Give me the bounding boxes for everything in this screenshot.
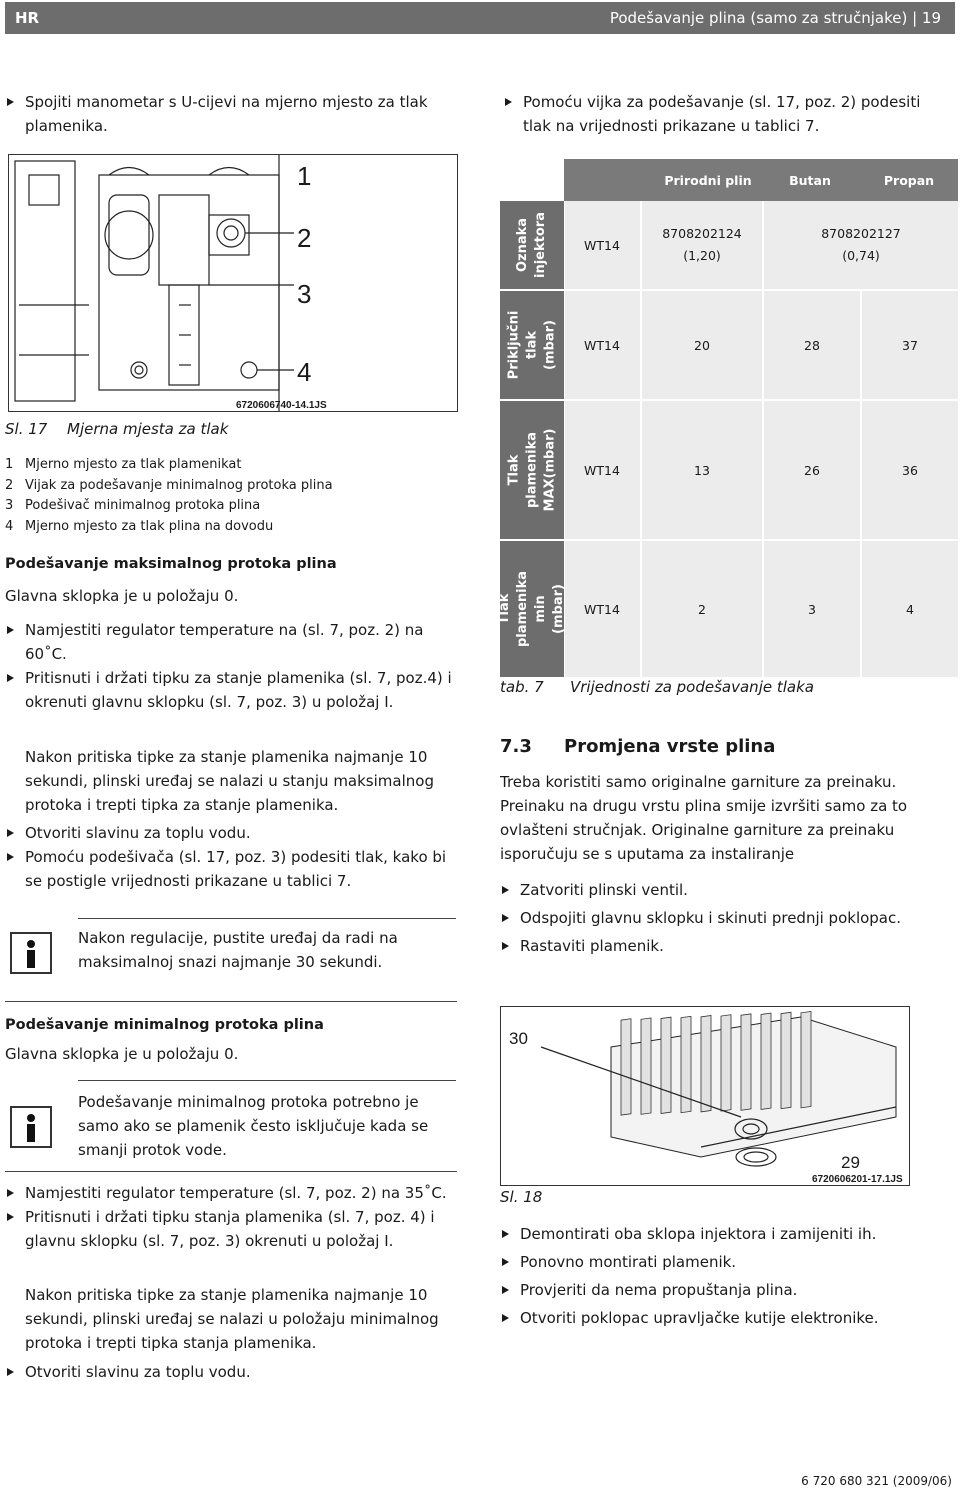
- cell-supply-propan: 37: [902, 337, 918, 353]
- right-top-bullets: [503, 90, 953, 138]
- max-section-para: Nakon pritiska tipke za stanje plamenika najmanje 10 sekundi, plinski uređaj se nalazi u stanju maksimalnog protoka i trepti tipka za stanje plamenika.: [25, 748, 434, 814]
- left-top-bullets: [5, 90, 465, 138]
- row-label-supply-pressure: Priključni tlak (mbar): [506, 310, 557, 380]
- callout-30: 30: [509, 1029, 528, 1048]
- table-7: [497, 159, 958, 677]
- cell-model: WT14: [584, 601, 620, 617]
- row-label-max-pressure: Tlak plamenika MAX(mbar): [506, 428, 557, 512]
- page-header: [5, 2, 955, 34]
- figure-17-code: 6720606740-14.1JS: [236, 400, 327, 411]
- max-section-note: Nakon regulacije, pustite uređaj da radi na maksimalnoj snazi najmanje 30 sekundi.: [78, 929, 398, 971]
- section-7-3-bullets: [500, 878, 955, 958]
- callout-4: 4: [297, 357, 312, 387]
- section-7-3-para: Treba koristiti samo originalne garniture za preinaku. Preinaku na drugu vrstu plina smije izvršiti samo za to ovlašteni stručnjak. Originalne garniture za preinaku isporučuju se s uputama za instaliranje: [500, 773, 908, 863]
- cell-max-butan: 26: [804, 462, 820, 478]
- bullet-adjust-screw: Pomoću vijka za podešavanje (sl. 17, poz. 2) podesiti tlak na vrijednosti prikazane u tablici 7.: [503, 90, 953, 138]
- cell-injector-lpg: 8708202127 (0,74): [821, 226, 901, 263]
- note-divider-bottom: [5, 1001, 457, 1002]
- callout-29: 29: [841, 1153, 860, 1172]
- bullet-close-valve: Zatvoriti plinski ventil.: [500, 878, 955, 902]
- bullet-min-open-tap: Otvoriti slavinu za toplu vodu.: [5, 1360, 461, 1384]
- bullet-max-temp: Namjestiti regulator temperature na (sl. 7, poz. 2) na 60˚C.: [5, 618, 457, 666]
- figure-18-caption: Sl. 18: [500, 1188, 543, 1206]
- figure-18-code: 6720606201-17.1JS: [812, 1174, 903, 1185]
- info-icon: [10, 1106, 52, 1148]
- footer-doc-number: 6 720 680 321 (2009/06): [801, 1474, 952, 1488]
- legend-item: 1 Mjerno mjesto za tlak plamenikat: [5, 457, 242, 472]
- note-divider-bottom: [5, 1171, 457, 1172]
- figure-17: [8, 154, 458, 412]
- bullet-reassemble-burner: Ponovno montirati plamenik.: [500, 1250, 955, 1274]
- max-section-intro: Glavna sklopka je u položaju 0.: [5, 587, 239, 605]
- cell-min-butan: 3: [808, 601, 816, 617]
- cell-model: WT14: [584, 462, 620, 478]
- cell-model: WT14: [584, 237, 620, 253]
- cell-model: WT14: [584, 337, 620, 353]
- max-section-bullets: [5, 618, 457, 714]
- cell-min-propan: 4: [906, 601, 914, 617]
- min-section-note: Podešavanje minimalnog protoka potrebno je samo ako se plamenik često isključuje kada se smanji protok vode.: [78, 1093, 429, 1159]
- caption-number: Sl. 17: [5, 420, 48, 438]
- legend-item: 4 Mjerno mjesto za tlak plina na dovodu: [5, 518, 274, 534]
- cell-max-propan: 36: [902, 462, 918, 478]
- table-caption-number: tab. 7: [500, 678, 544, 696]
- bullet-open-cover: Otvoriti poklopac upravljačke kutije elektronike.: [500, 1306, 955, 1330]
- min-section-heading: Podešavanje minimalnog protoka plina: [5, 1017, 324, 1033]
- section-number: 7.3: [500, 736, 532, 757]
- callout-1: 1: [297, 161, 312, 191]
- min-section-bullets-2: [5, 1360, 461, 1384]
- bullet-open-tap: Otvoriti slavinu za toplu vodu.: [5, 821, 461, 845]
- bullet-min-temp: Namjestiti regulator temperature (sl. 7, poz. 2) na 35˚C.: [5, 1181, 461, 1205]
- gas-valve-drawing: [9, 155, 457, 411]
- note-divider-top: [78, 918, 456, 919]
- caption-text: Mjerna mjesta za tlak: [67, 420, 229, 438]
- figure-17-legend: [5, 455, 465, 537]
- cell-min-natural: 2: [698, 601, 706, 617]
- section-title: Promjena vrste plina: [564, 736, 776, 757]
- bullet-max-button: Pritisnuti i držati tipku za stanje plamenika (sl. 7, poz.4) i okrenuti glavnu sklopku (sl. 7, poz. 3) u položaj I.: [5, 666, 457, 714]
- bullet-check-leaks: Provjeriti da nema propuštanja plina.: [500, 1278, 955, 1302]
- bullet-min-button: Pritisnuti i držati tipku stanja plamenika (sl. 7, poz. 4) i glavnu sklopku (sl. 7, poz. 3) okrenuti u položaj I.: [5, 1205, 461, 1253]
- legend-item: 2 Vijak za podešavanje minimalnog protoka plina: [5, 477, 333, 493]
- cell-supply-natural: 20: [694, 337, 710, 353]
- bullet-dismantle: Rastaviti plamenik.: [500, 934, 955, 958]
- bullet-disconnect: Odspojiti glavnu sklopku i skinuti prednji poklopac.: [500, 906, 955, 930]
- row-label-injector: Oznaka injektora: [515, 212, 548, 278]
- min-section-para: Nakon pritiska tipke za stanje plamenika najmanje 10 sekundi, plinski uređaj se nalazi u položaju minimalnog protoka i trepti tipka stanja plamenika.: [25, 1286, 439, 1352]
- cell-injector-natural: 8708202124 (1,20): [662, 226, 742, 263]
- cell-max-natural: 13: [694, 462, 710, 478]
- table-caption-text: Vrijednosti za podešavanje tlaka: [570, 678, 814, 696]
- final-bullets: [500, 1222, 955, 1330]
- language-code: HR: [15, 9, 40, 27]
- figure-18: [500, 1006, 910, 1186]
- min-section-intro: Glavna sklopka je u položaju 0.: [5, 1045, 239, 1063]
- section-7-3-heading: [500, 736, 775, 757]
- row-label-min-pressure: Tlak plamenika min (mbar): [497, 570, 567, 648]
- bullet-remove-injectors: Demontirati oba sklopa injektora i zamijeniti ih.: [500, 1222, 955, 1246]
- cell-supply-butan: 28: [804, 337, 820, 353]
- callout-2: 2: [297, 223, 312, 253]
- callout-3: 3: [297, 279, 312, 309]
- info-icon: [10, 932, 52, 974]
- col-natural-gas: Prirodni plin: [664, 172, 752, 188]
- legend-item: 3 Podešivač minimalnog protoka plina: [5, 498, 261, 513]
- bullet-set-pressure: Pomoću podešivača (sl. 17, poz. 3) podesiti tlak, kako bi se postigle vrijednosti prikazane u tablici 7.: [5, 845, 461, 893]
- table-7-caption: [500, 678, 814, 696]
- bullet-connect-manometer: Spojiti manometar s U-cijevi na mjerno mjesto za tlak plamenika.: [5, 90, 465, 138]
- max-section-bullets-2: [5, 821, 461, 893]
- min-section-bullets: [5, 1181, 461, 1253]
- note-divider-top: [78, 1080, 456, 1081]
- max-section-heading: Podešavanje maksimalnog protoka plina: [5, 556, 337, 572]
- col-butan: Butan: [789, 172, 831, 188]
- figure-17-caption: [5, 420, 228, 438]
- header-title: Podešavanje plina (samo za stručnjake) | 19: [609, 9, 941, 27]
- col-propan: Propan: [883, 172, 935, 188]
